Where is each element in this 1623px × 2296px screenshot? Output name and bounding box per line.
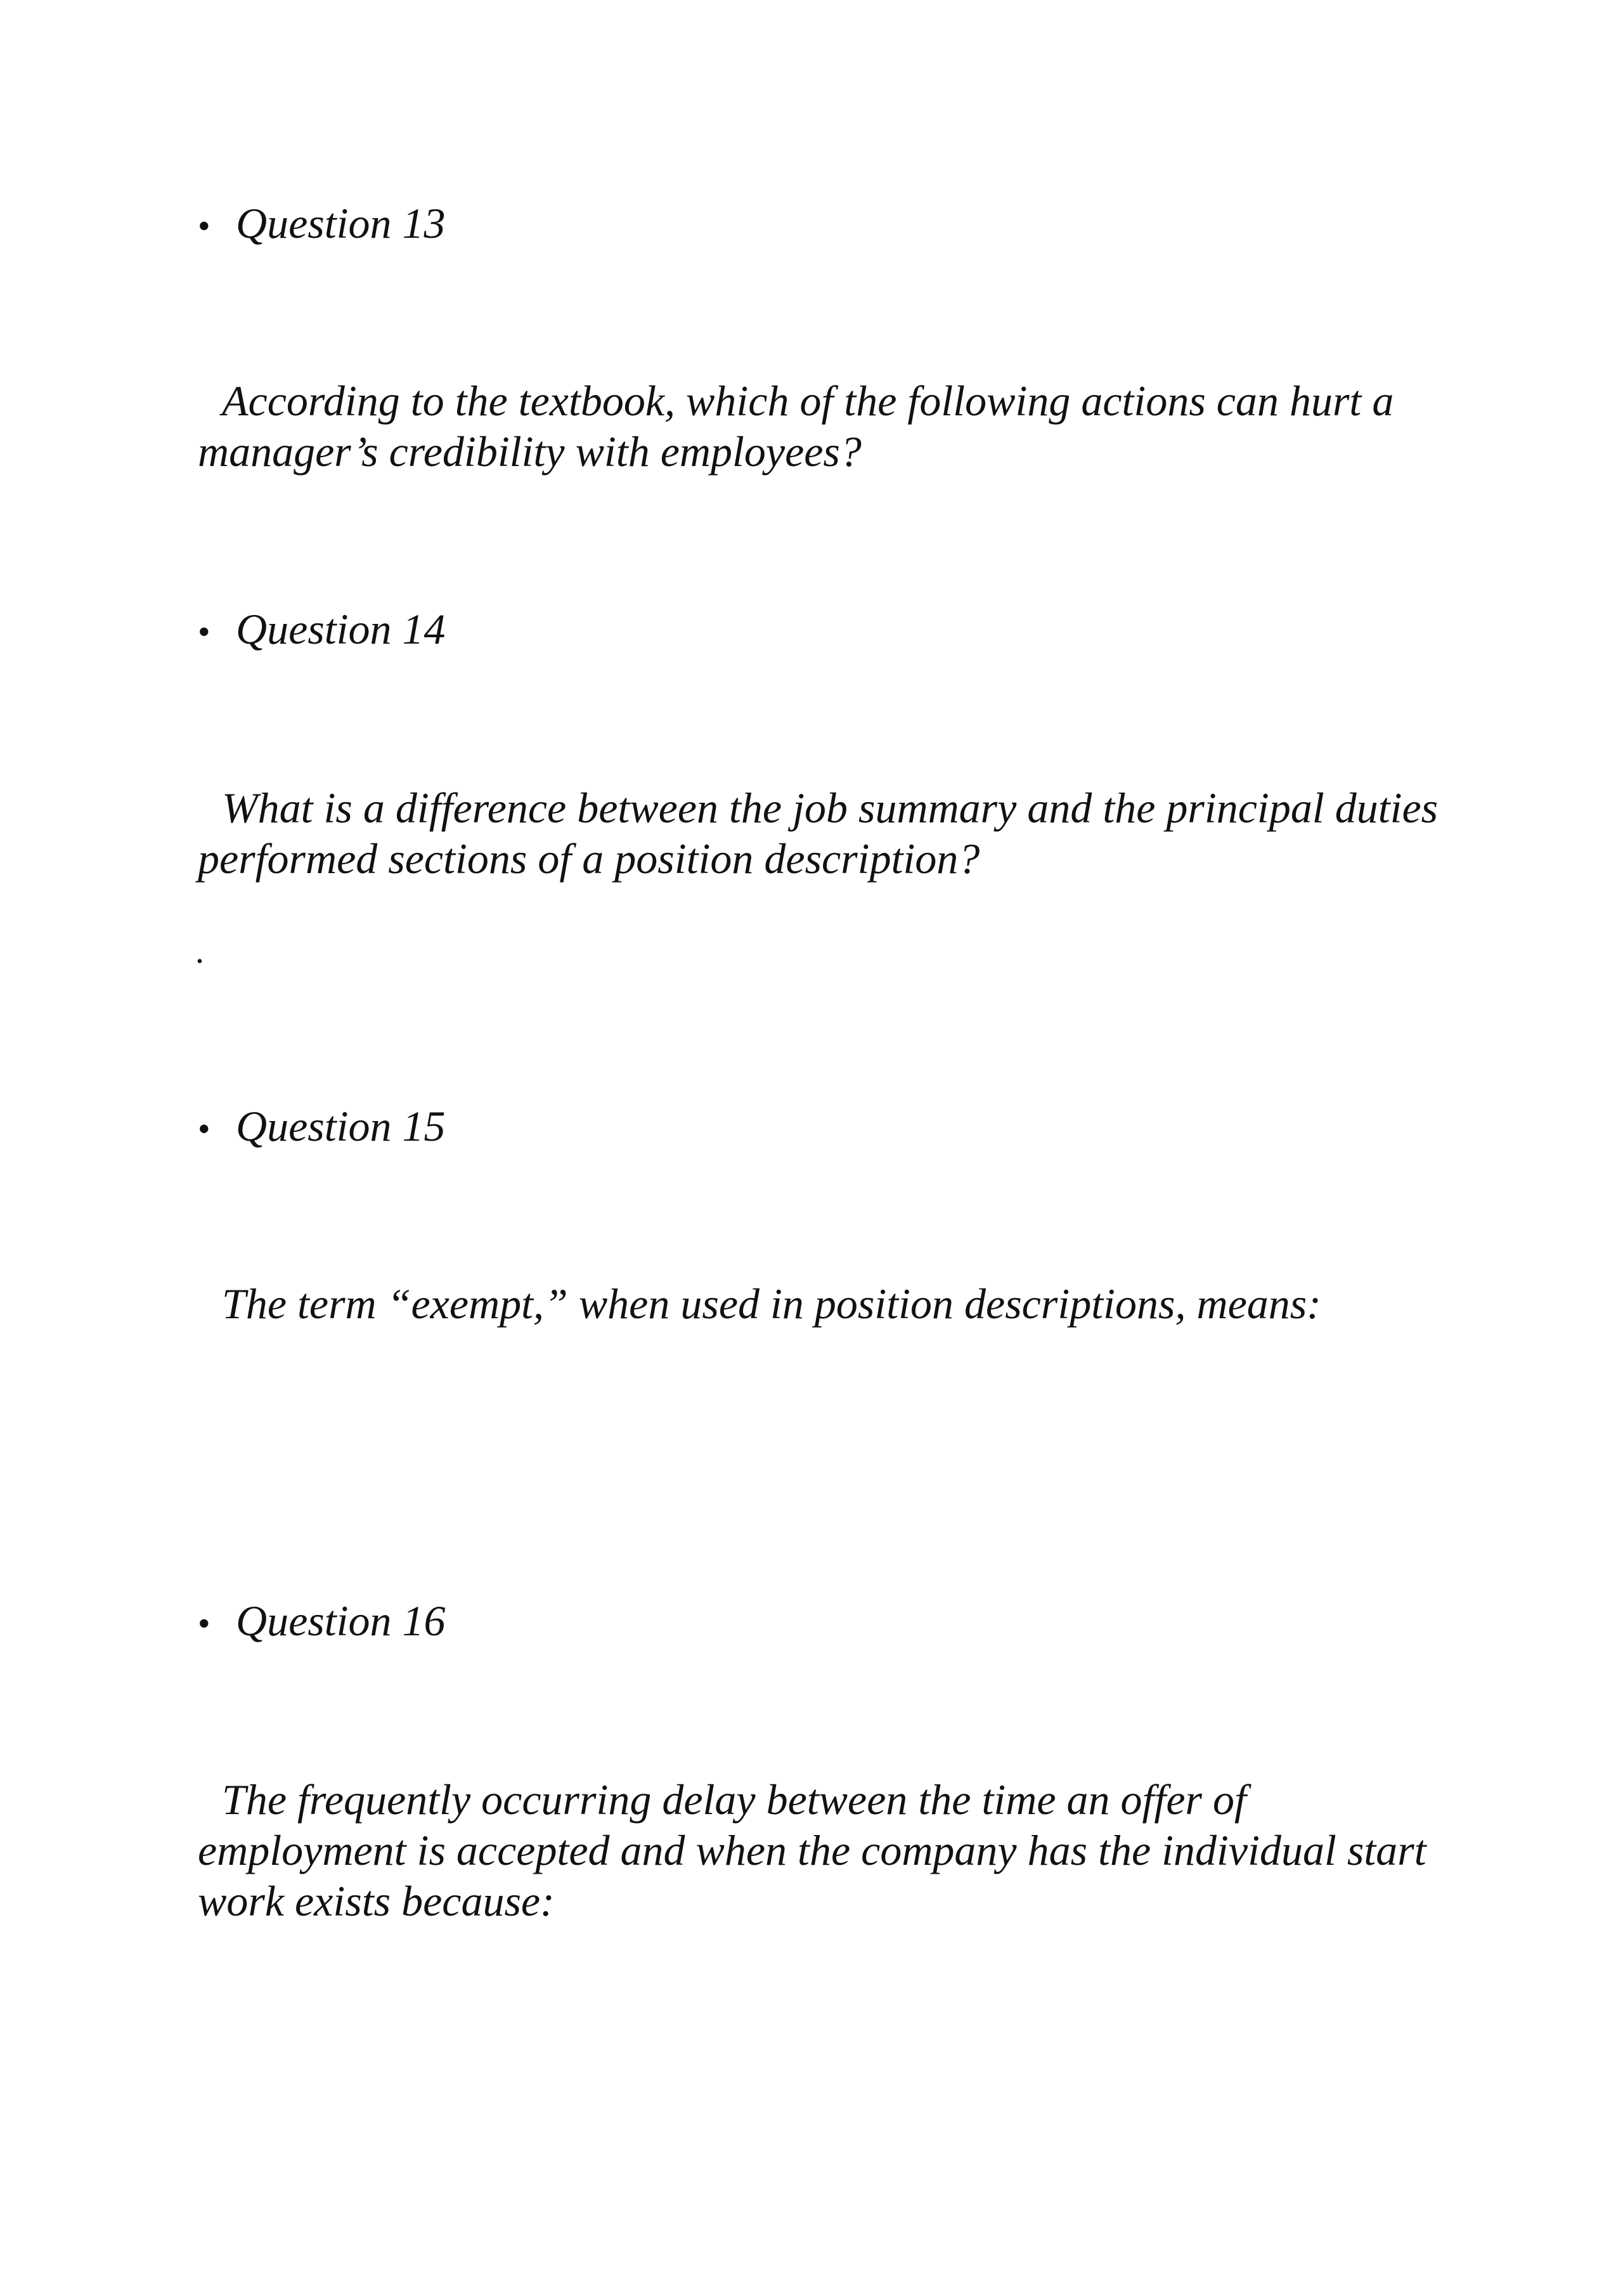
question-13-heading bbox=[198, 198, 446, 252]
question-label: Question 16 bbox=[236, 1597, 446, 1645]
bullet-icon: • bbox=[198, 1604, 210, 1644]
bullet-icon: • bbox=[198, 1110, 210, 1149]
question-13-text: According to the textbook, which of the following actions can hurt a manager’s credibility with employees? bbox=[198, 377, 1394, 476]
question-label: Question 14 bbox=[236, 605, 446, 653]
question-15-heading bbox=[198, 1101, 446, 1155]
question-label: Question 15 bbox=[236, 1102, 446, 1150]
question-14-heading bbox=[198, 604, 446, 658]
stray-period: . bbox=[195, 931, 204, 971]
bullet-icon: • bbox=[198, 207, 210, 246]
bullet-icon: • bbox=[198, 613, 210, 652]
question-14-text: What is a difference between the job summary and the principal duties performed sections of a position description? bbox=[198, 784, 1439, 883]
question-16-text: The frequently occurring delay between the time an offer of employment is accepted and when the company has the individual start work exists because: bbox=[198, 1775, 1426, 1925]
question-15-text: The term “exempt,” when used in position descriptions, means: bbox=[222, 1280, 1321, 1328]
question-label: Question 13 bbox=[236, 199, 446, 247]
question-16-heading bbox=[198, 1595, 446, 1649]
